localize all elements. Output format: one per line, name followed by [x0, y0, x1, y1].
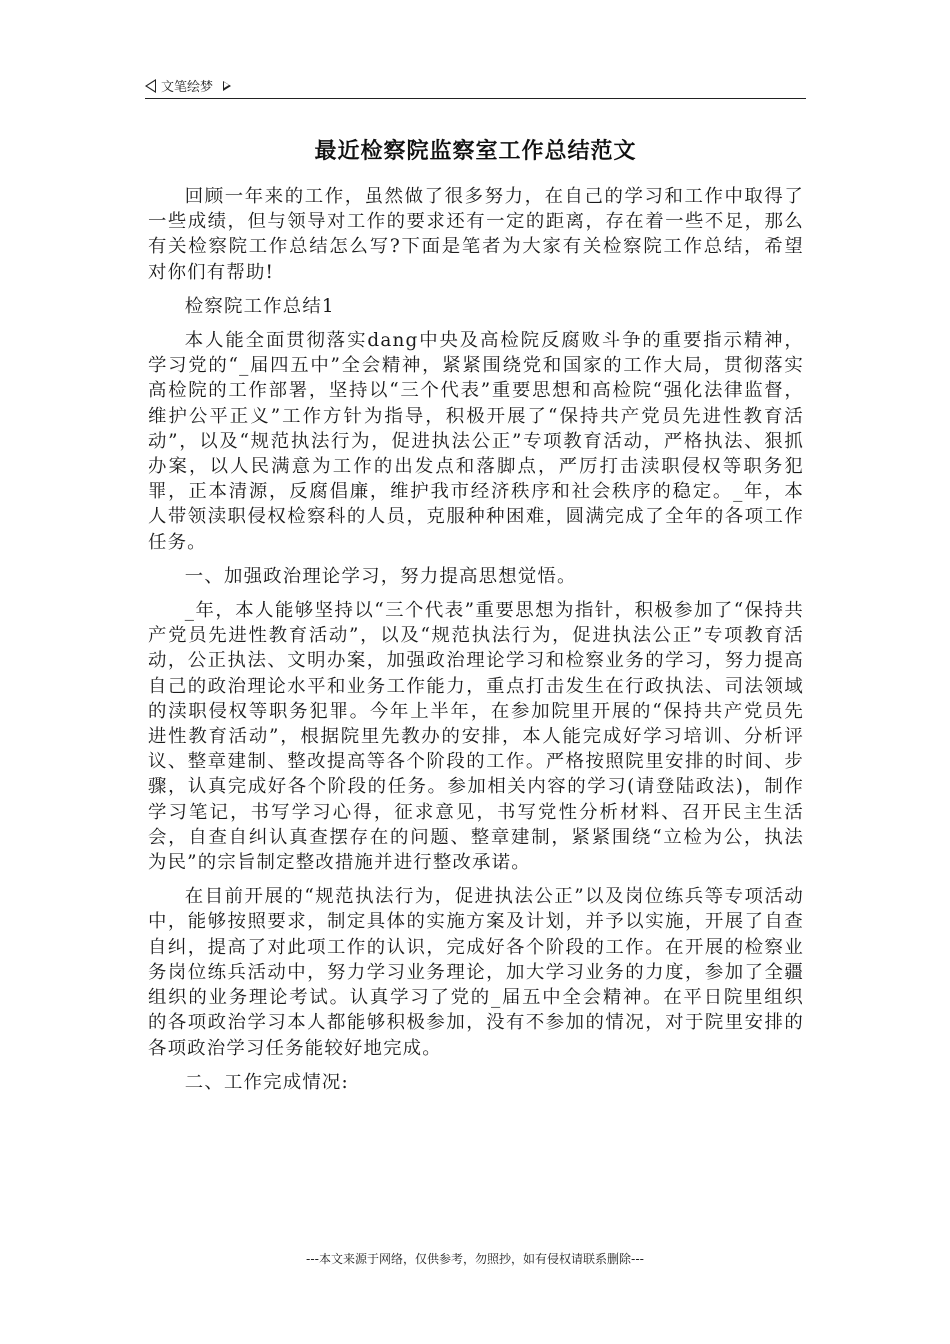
section-heading: 检察院工作总结1	[184, 295, 335, 317]
page-footer: ---本文来源于网络，仅供参考，勿照抄，如有侵权请联系删除---	[306, 1252, 644, 1266]
document-body	[148, 184, 804, 1104]
page-header	[145, 72, 806, 99]
paragraph: 在目前开展的“规范执法行为，促进执法公正”以及岗位练兵等专项活动中，能够按照要求，制定具体的实施方案及计划，并予以实施，开展了自查自纠，提高了对此项工作的认识，完成好各个阶段的工作。在开展的检察业务岗位练兵活动中，努力学习业务理论，加大学习业务的力度，参加了全疆组织的业务理论考试。认真学习了党的_届五中全会精神。在平日院里组织的各项政治学习本人都能够积极参加，没有不参加的情况，对于院里安排的各项政治学习任务能较好地完成。	[148, 886, 804, 1059]
section-heading: 一、加强政治理论学习，努力提高思想觉悟。	[184, 565, 577, 587]
header-brand	[145, 76, 231, 95]
brand-label: 文笔绘梦	[161, 80, 214, 95]
paragraph-intro: 回顾一年来的工作，虽然做了很多努力，在自己的学习和工作中取得了一些成绩，但与领导对工作的要求还有一定的距离，存在着一些不足，那么有关检察院工作总结怎么写?下面是笔者为大家有关检察院工作总结，希望对你们有帮助!	[148, 186, 804, 283]
document-title: 最近检察院监察室工作总结范文	[314, 139, 637, 164]
triangle-right-icon	[223, 81, 231, 91]
triangle-left-icon	[145, 79, 156, 93]
paragraph: _年，本人能够坚持以“三个代表”重要思想为指针，积极参加了“保持共产党员先进性教育活动”，以及“规范执法行为，促进执法公正”专项教育活动，公正执法、文明办案，加强政治理论学习和检察业务的学习，努力提高自己的政治理论水平和业务工作能力，重点打击发生在行政执法、司法领域的渎职侵权等职务犯罪。今年上半年，在参加院里开展的“保持共产党员先进性教育活动”，根据院里先教办的安排，本人能完成好学习培训、分析评议、整章建制、整改提高等各个阶段的工作。严格按照院里安排的时间、步骤，认真完成好各个阶段的任务。参加相关内容的学习(请登陆政法)，制作学习笔记，书写学习心得，征求意见，书写党性分析材料、召开民主生活会，自查自纠认真查摆存在的问题、整章建制，紧紧围绕“立检为公，执法为民”的宗旨制定整改措施并进行整改承诺。	[148, 600, 804, 874]
section-heading: 二、工作完成情况:	[184, 1071, 349, 1093]
paragraph: 本人能全面贯彻落实dang中央及高检院反腐败斗争的重要指示精神，学习党的“_届四五中”全会精神，紧紧围绕党和国家的工作大局，贯彻落实高检院的工作部署，坚持以“三个代表”重要思想和高检院“强化法律监督，维护公平正义”工作方针为指导，积极开展了“保持共产党员先进性教育活动”，以及“规范执法行为，促进执法公正”专项教育活动，严格执法、狠抓办案，以人民满意为工作的出发点和落脚点，严厉打击渎职侵权等职务犯罪，正本清源，反腐倡廉，维护我市经济秩序和社会秩序的稳定。_年，本人带领渎职侵权检察科的人员，克服种种困难，圆满完成了全年的各项工作任务。	[148, 330, 804, 553]
